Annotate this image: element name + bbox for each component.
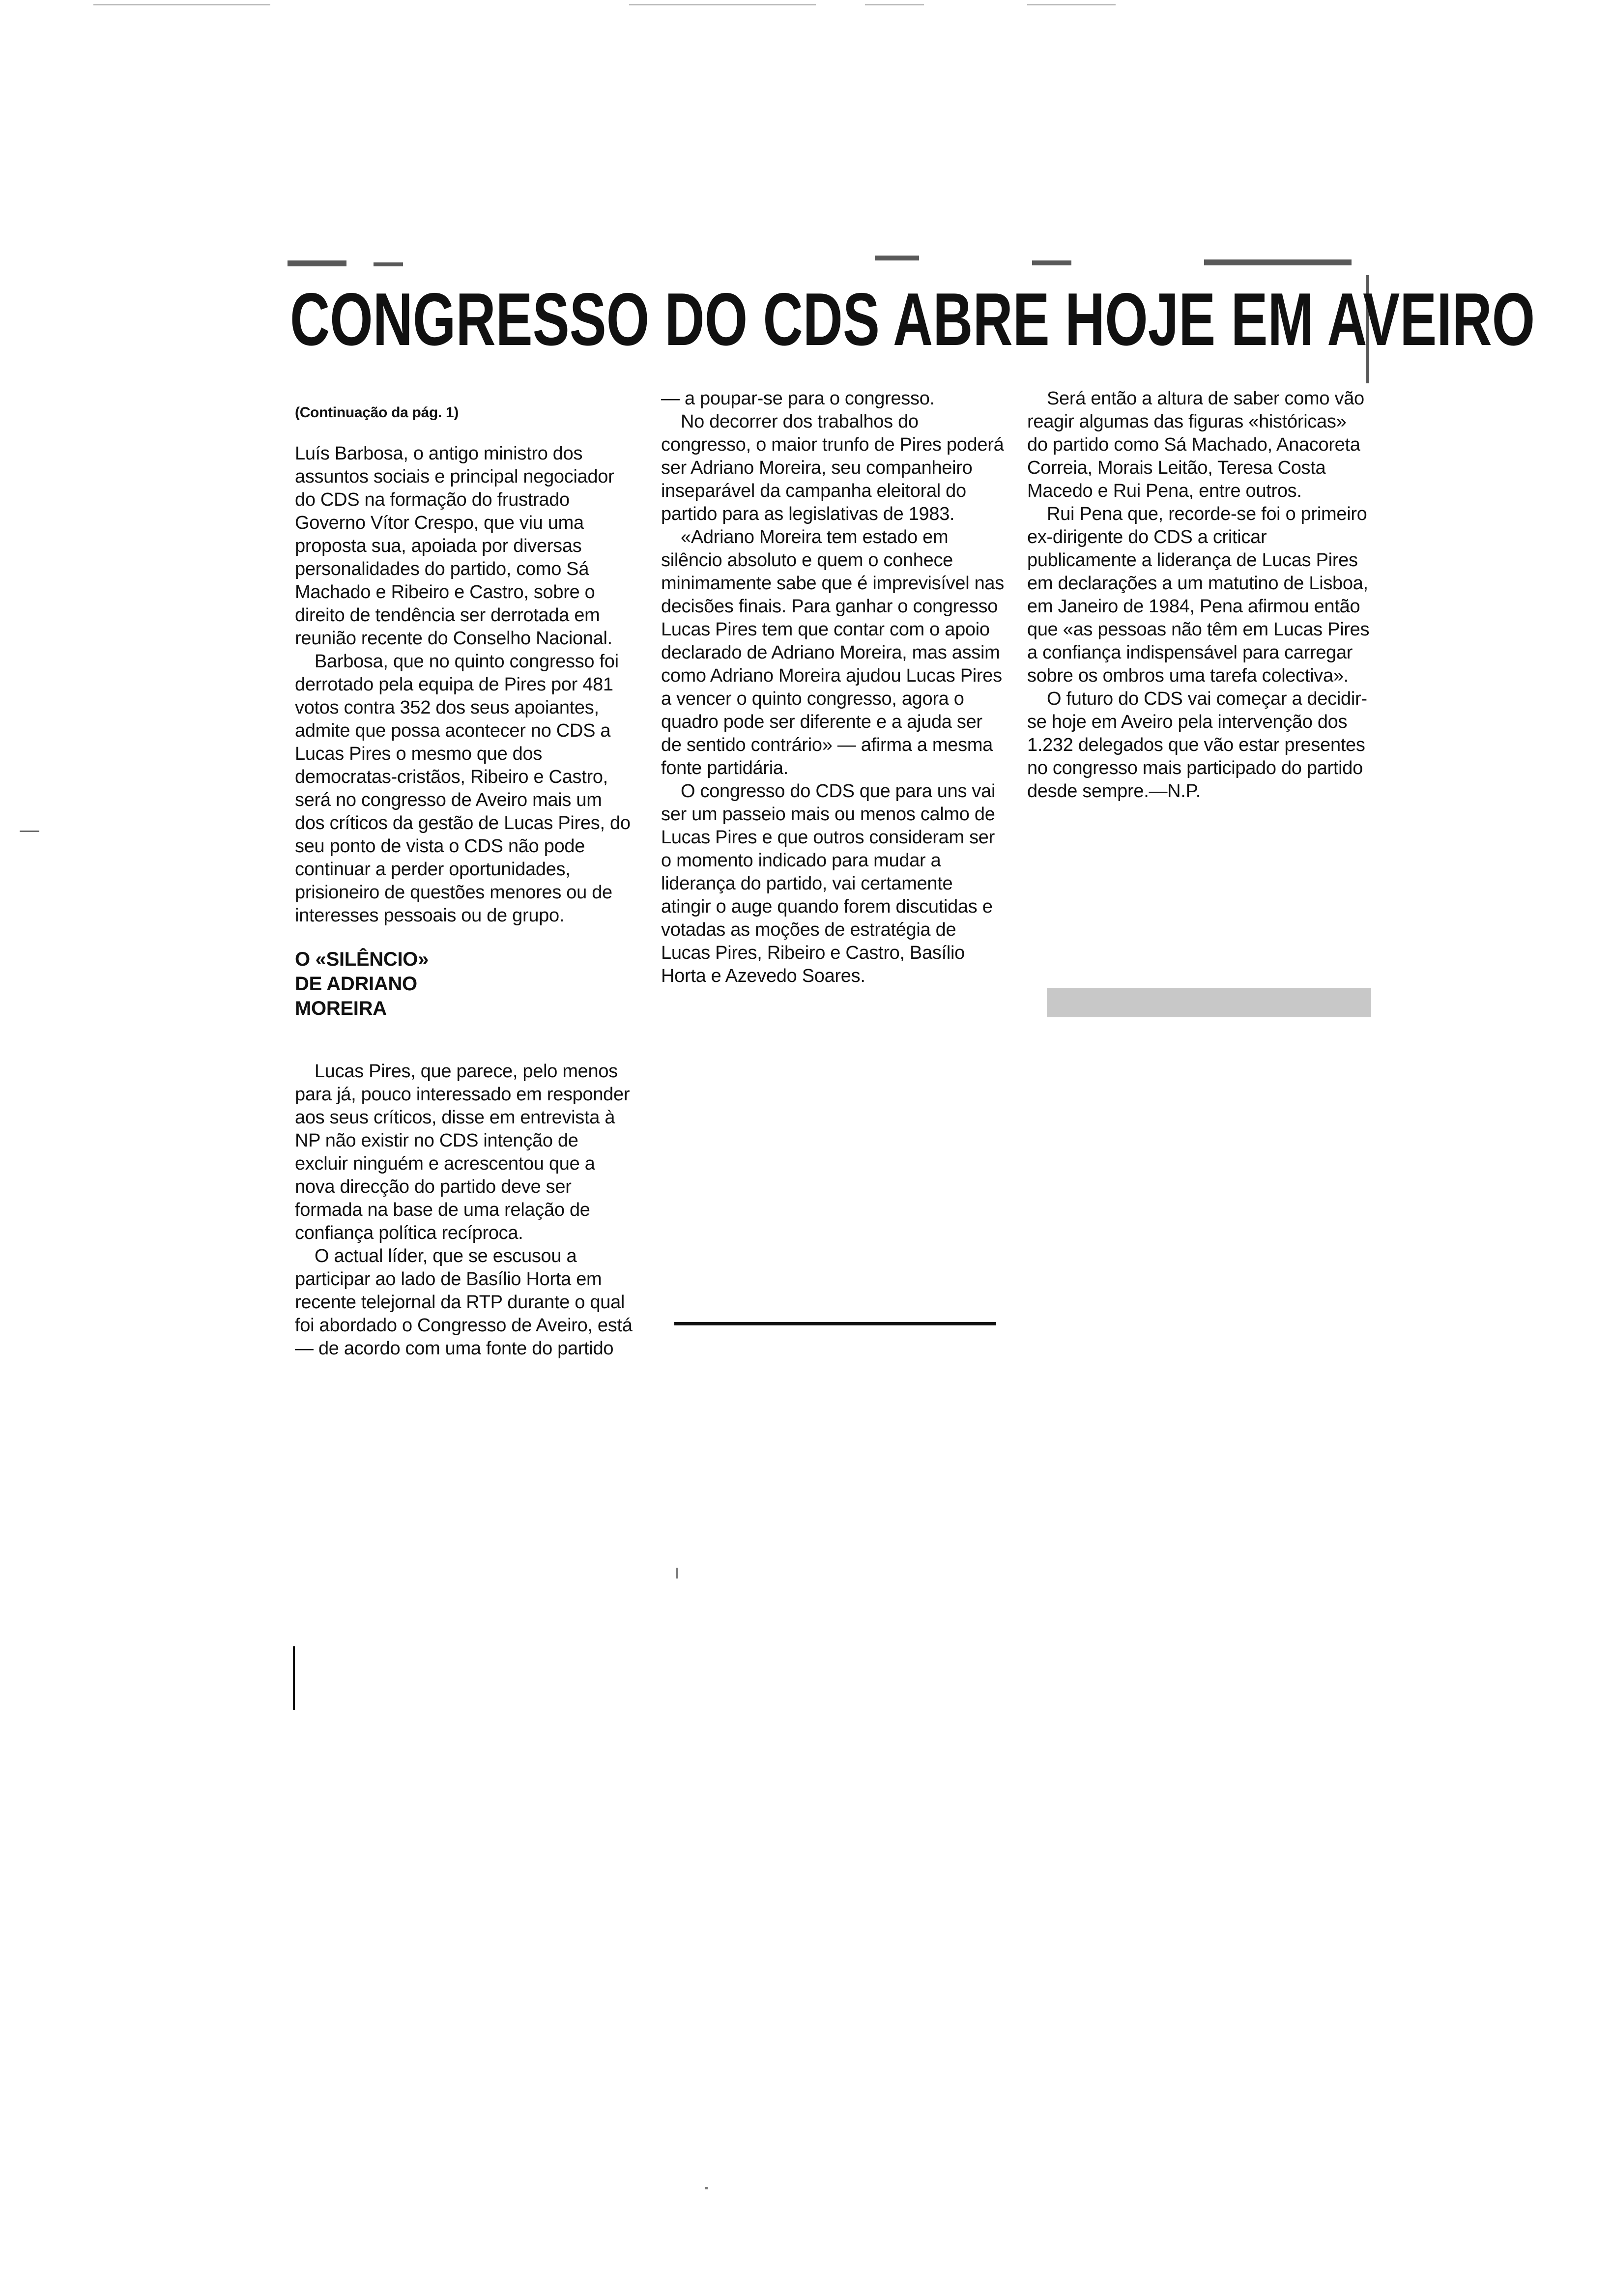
print-smudge — [374, 262, 403, 266]
article-headline: CONGRESSO DO CDS ABRE HOJE EM AVEIRO — [290, 278, 1535, 361]
scan-edge-mark — [20, 831, 39, 832]
column-margin-mark — [293, 1646, 295, 1710]
print-smudge — [875, 256, 919, 260]
continuation-note: (Continuação da pág. 1) — [295, 404, 459, 421]
paragraph: O futuro do CDS vai começar a decidir-se hoje em Aveiro pela intervenção dos 1.232 delegados que vão estar presentes no congresso mais participado do partido desde sempre.—N.P. — [1027, 689, 1367, 802]
article-column-2 — [661, 387, 1005, 988]
scan-edge-mark — [865, 4, 924, 5]
scan-edge-mark — [1027, 4, 1116, 5]
article-column-3 — [1027, 387, 1371, 803]
print-speck — [676, 1568, 678, 1578]
print-smudge — [1204, 259, 1352, 265]
paragraph: Barbosa, que no quinto congresso foi derrotado pela equipa de Pires por 481 votos contra 352 dos seus apoiantes, admite que possa acontecer no CDS a Lucas Pires o mesmo que dos democratas-cristãos, Ribeiro e Castro, será no congresso de Aveiro mais um dos críticos da gestão de Lucas Pires, do seu ponto de vista o CDS não pode continuar a perder oportunidades, prisioneiro de questões menores ou de interesses pessoais ou de grupo. — [295, 651, 631, 926]
article-column-1 — [295, 403, 634, 1360]
column-end-rule — [674, 1322, 996, 1325]
paragraph: O actual líder, que se escusou a participar ao lado de Basílio Horta em recente telejornal da RTP durante o qual foi abordado o Congresso de Aveiro, está — de acordo com uma fonte do partido — [295, 1246, 633, 1359]
print-smudge — [1032, 260, 1071, 265]
print-speck — [705, 2187, 708, 2189]
paragraph: O congresso do CDS que para uns vai ser um passeio mais ou menos calmo de Lucas Pires e que outros consideram ser o momento indicado para mudar a liderança do partido, vai certamente atingir o auge quando forem discutidas e votadas as moções de estratégia de Lucas Pires, Ribeiro e Castro, Basílio Horta e Azevedo Soares. — [661, 781, 996, 986]
section-subhead: O «SILÊNCIO» DE ADRIANO MOREIRA — [295, 948, 429, 1019]
paragraph: Luís Barbosa, o antigo ministro dos assuntos sociais e principal negociador do CDS na formação do frustrado Governo Vítor Crespo, que viu uma proposta sua, apoiada por diversas personalidades do partido, como Sá Machado e Ribeiro e Castro, sobre o direito de tendência ser derrotada em reunião recente do Conselho Nacional. — [295, 443, 614, 649]
paragraph: Será então a altura de saber como vão reagir algumas das figuras «históricas» do partido como Sá Machado, Anacoreta Correia, Morais Leitão, Teresa Costa Macedo e Rui Pena, entre outros. — [1027, 388, 1364, 501]
paragraph: — a poupar-se para o congresso. — [661, 388, 935, 409]
scan-edge-mark — [93, 4, 270, 5]
paragraph: Lucas Pires, que parece, pelo menos para já, pouco interessado em responder aos seus críticos, disse em entrevista à NP não existir no CDS intenção de excluir ninguém e acrescentou que a nova direcção do partido deve ser formada na base de uma relação de confiança política recíproca. — [295, 1061, 630, 1243]
paragraph: No decorrer dos trabalhos do congresso, o maior trunfo de Pires poderá ser Adriano Moreira, seu companheiro inseparável da campanha eleitoral do partido para as legislativas de 1983. — [661, 411, 1004, 524]
headline-container — [290, 275, 1535, 364]
print-smudge — [288, 260, 346, 266]
paragraph: Rui Pena que, recorde-se foi o primeiro ex-dirigente do CDS a criticar publicamente a liderança de Lucas Pires em declarações a um matutino de Lisboa, em Janeiro de 1984, Pena afirmou então que «as pessoas não têm em Lucas Pires a confiança indispensável para carregar sobre os ombros uma tarefa colectiva». — [1027, 504, 1370, 686]
scan-edge-mark — [629, 4, 816, 5]
paragraph: «Adriano Moreira tem estado em silêncio absoluto e quem o conhece minimamente sabe que é imprevisível nas decisões finais. Para ganhar o congresso Lucas Pires tem que contar com o apoio declarado de Adriano Moreira, mas assim como Adriano Moreira ajudou Lucas Pires a vencer o quinto congresso, agora o quadro pode ser diferente e a ajuda ser de sentido contrário» — afirma a mesma fonte partidária. — [661, 527, 1004, 778]
print-smudge — [1047, 988, 1371, 1017]
